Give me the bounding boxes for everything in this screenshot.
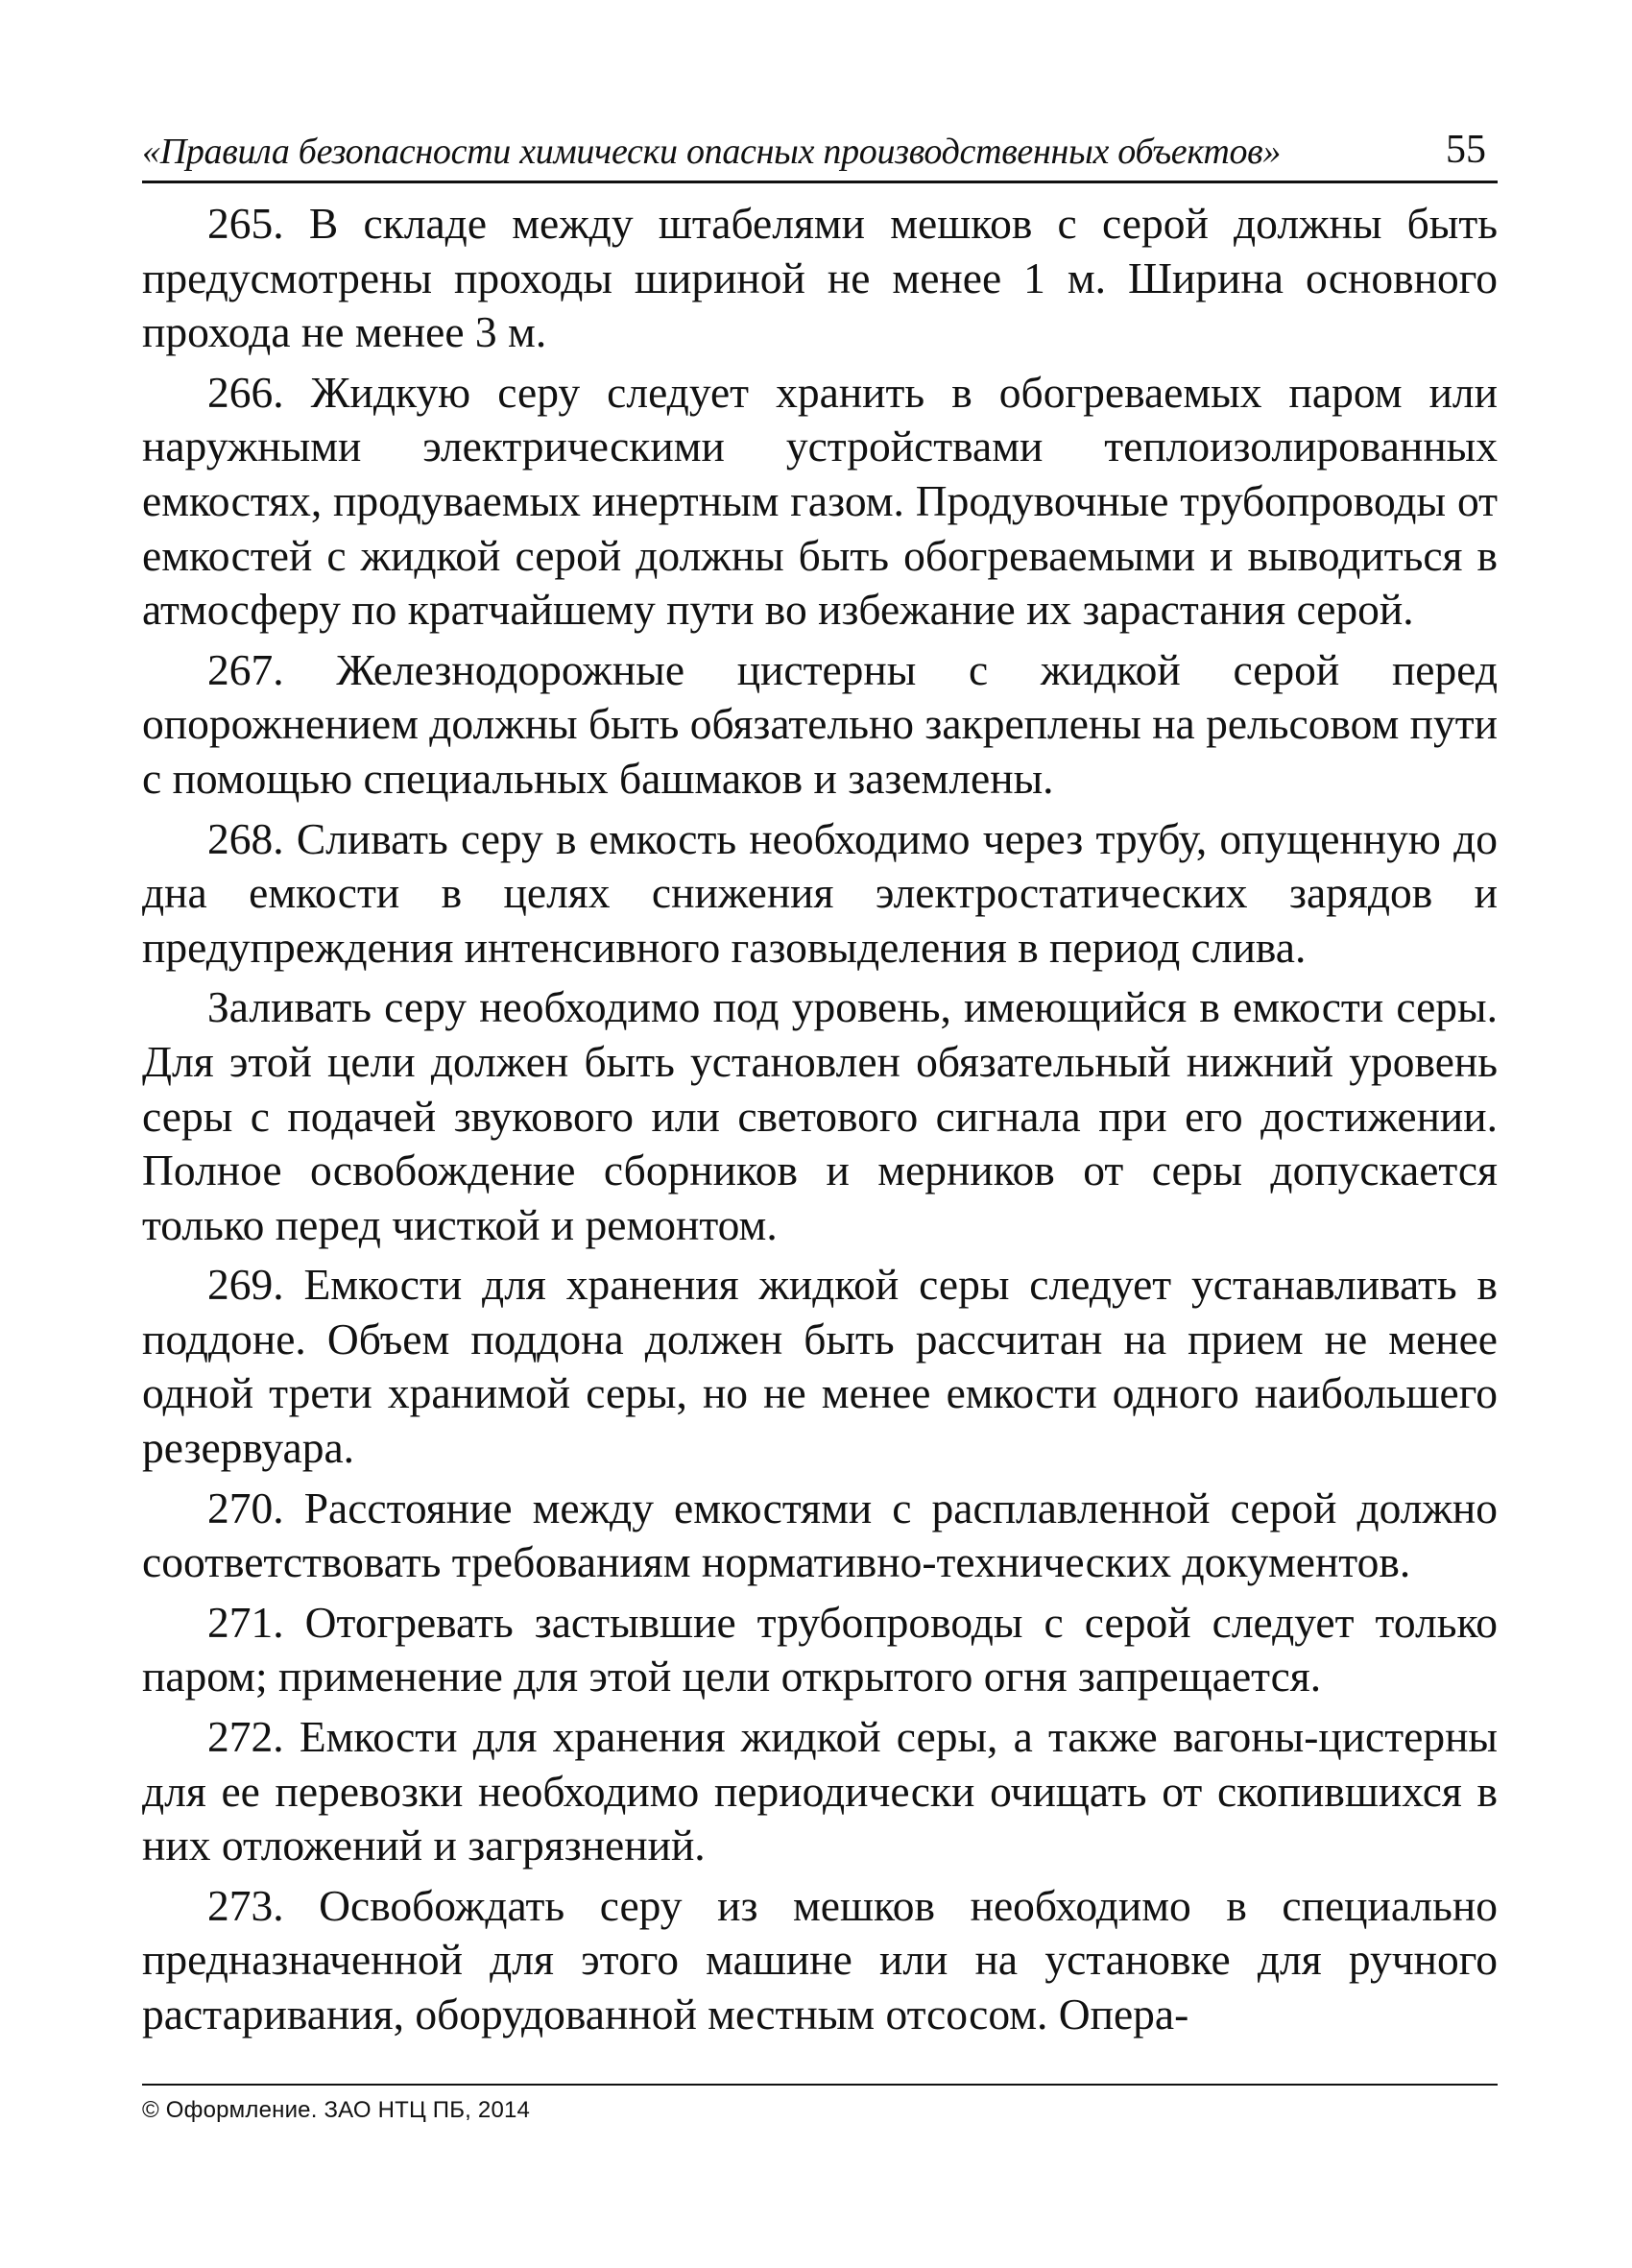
paragraph-266: 266. Жидкую серу следует хранить в обогреваемых паром или наружными электрическими устройствами теплоизолированных емкостях, продуваемых инертным газом. Продувочные трубопроводы от емкостей с жидкой серой должны быть обогреваемыми и выводиться в атмосферу по кратчайшему пути во избежание их зарастания серой. <box>142 367 1498 635</box>
paragraph-270: 270. Расстояние между емкостями с расплавленной серой должно соответствовать требованиям нормативно-технических документов. <box>142 1483 1498 1587</box>
body-text <box>142 197 1498 2042</box>
paragraph-267: 267. Железнодорожные цистерны с жидкой серой перед опорожнением должны быть обязательно закреплены на рельсовом пути с помощью специальных башмаков и заземлены. <box>142 644 1499 803</box>
paragraph-269: 269. Емкости для хранения жидкой серы следует устанавливать в поддоне. Объем поддона должен быть рассчитан на прием не менее одной трети хранимой серы, но не менее емкости одного наибольшего резервуара. <box>142 1260 1498 1473</box>
copyright-notice: © Оформление. ЗАО НТЦ ПБ, 2014 <box>142 2097 531 2123</box>
header-title: «Правила безопасности химически опасных производственных объектов» <box>142 132 1282 172</box>
paragraph-268: 268. Сливать серу в емкость необходимо через трубу, опущенную до дна емкости в целях снижения электростатических зарядов и предупреждения интенсивного газовыделения в период слива. <box>142 813 1498 972</box>
page-number: 55 <box>1446 128 1486 172</box>
page-footer <box>142 2084 1498 2124</box>
paragraph-271: 271. Отогревать застывшие трубопроводы с серой следует только паром; применение для этой цели открытого огня запрещается. <box>142 1597 1498 1701</box>
paragraph-265: 265. В складе между штабелями мешков с серой должны быть предусмотрены проходы шириной не менее 1 м. Ширина основного прохода не менее 3 м. <box>142 199 1498 357</box>
paragraph-268-continued: Заливать серу необходимо под уровень, имеющийся в емкости серы. Для этой цели должен быть установлен обязательный нижний уровень серы с подачей звукового или светового сигнала при его достижении. Полное освобождение сборников и мерников от серы допускается только перед чисткой и ремонтом. <box>142 982 1498 1249</box>
paragraph-273: 273. Освобождать серу из мешков необходимо в специально предназначенной для этого машине или на установке для ручного растаривания, оборудованной местным отсосом. Опера- <box>142 1880 1498 2039</box>
paragraph-272: 272. Емкости для хранения жидкой серы, а также вагоны-цистерны для ее перевозки необходимо периодически очищать от скопившихся в них отложений и загрязнений. <box>142 1712 1498 1870</box>
running-header <box>142 123 1498 183</box>
